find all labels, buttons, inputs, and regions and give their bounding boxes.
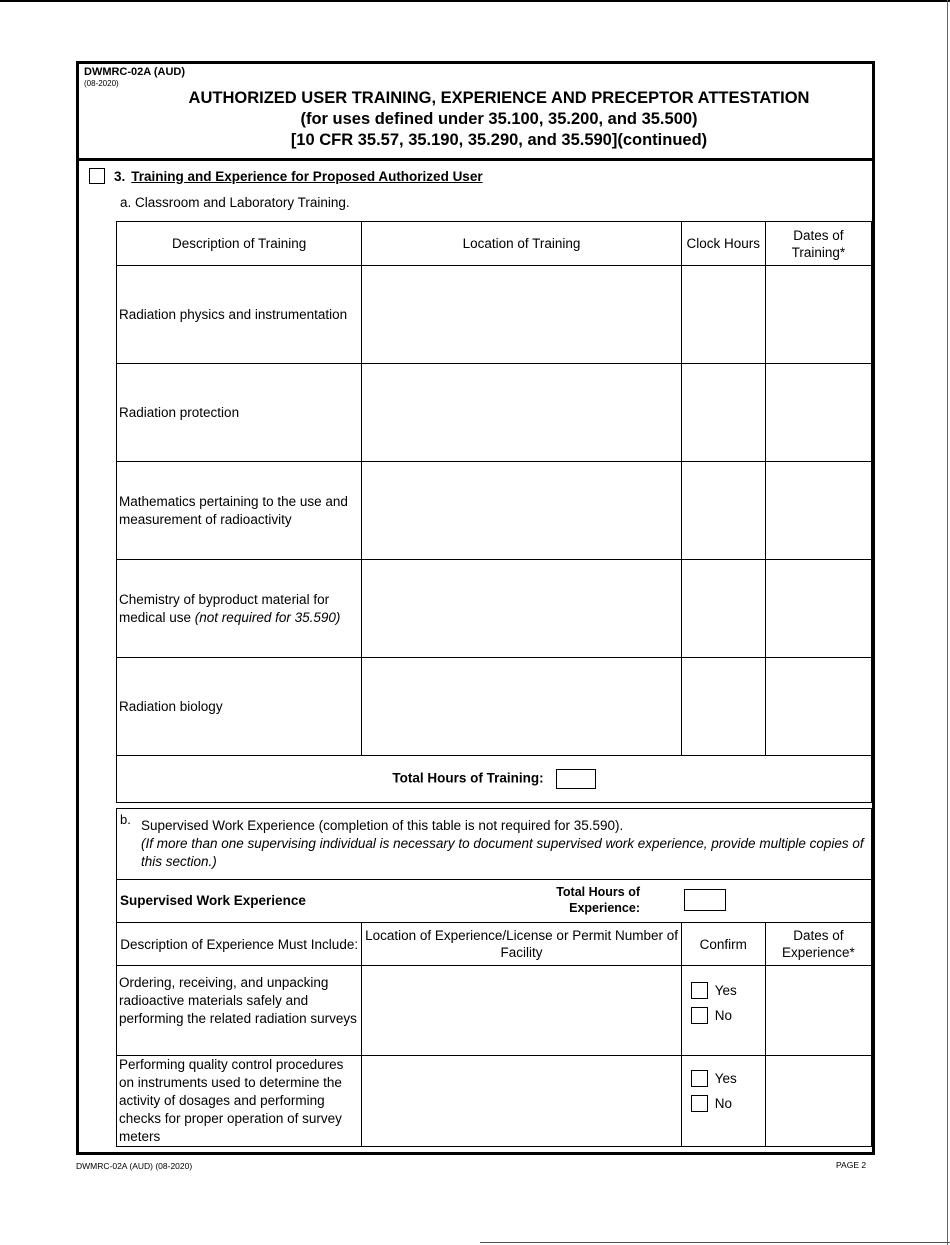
form-id: DWMRC-02A (AUD): [84, 66, 186, 78]
table-row: [117, 266, 872, 364]
training-note: (not required for 35.590): [194, 609, 341, 625]
page-title: [149, 88, 849, 151]
experience-confirm-cell: [681, 966, 765, 1056]
training-location-input[interactable]: [362, 266, 681, 364]
experience-title-wrap: [118, 884, 870, 916]
training-header-row: [117, 222, 872, 266]
title-line-1: AUTHORIZED USER TRAINING, EXPERIENCE AND PRECEPTOR ATTESTATION: [188, 89, 810, 107]
table-row: [117, 560, 872, 658]
training-description: Mathematics pertaining to the use and measurement of radioactivity: [117, 462, 362, 560]
subsection-b-description: Supervised Work Experience (completion of this table is not required for 35.590).: [141, 818, 624, 833]
experience-description: Performing quality control procedures on instruments used to determine the activity of dosages and performing checks for proper operation of survey meters: [117, 1056, 362, 1147]
confirm-no-label: No: [714, 1008, 732, 1023]
col-dates-of-training: Dates of Training*: [765, 222, 871, 266]
experience-title-cell: [117, 878, 872, 923]
training-location-input[interactable]: [362, 560, 681, 658]
confirm-yes-option[interactable]: [691, 982, 764, 999]
training-hours-input[interactable]: [681, 364, 765, 462]
experience-dates-input[interactable]: [765, 1056, 871, 1147]
subsection-b-text: [141, 817, 871, 871]
total-hours-training-label: Total Hours of Training:: [392, 770, 544, 786]
experience-table: [116, 878, 872, 1147]
col-confirm: Confirm: [681, 923, 765, 966]
table-row: [117, 1056, 872, 1147]
confirm-no-label: No: [714, 1096, 732, 1111]
training-dates-input[interactable]: [765, 462, 871, 560]
section-3-heading: [89, 168, 483, 184]
col-dates-of-experience: Dates of Experience*: [765, 923, 871, 966]
confirm-yes-checkbox[interactable]: [691, 982, 708, 999]
total-hours-experience-input[interactable]: [684, 889, 726, 911]
total-hours-experience-label: Total Hours of Experience:: [556, 885, 640, 915]
table-row: [117, 658, 872, 756]
training-location-input[interactable]: [362, 462, 681, 560]
subsection-b-letter: b.: [120, 812, 131, 827]
training-table: [116, 221, 872, 803]
experience-title: Supervised Work Experience: [120, 892, 306, 908]
experience-location-input[interactable]: [362, 1056, 681, 1147]
title-line-3: [10 CFR 35.57, 35.190, 35.290, and 35.590](continued): [290, 131, 708, 149]
section-3-number: 3.: [114, 168, 126, 184]
title-line-2: (for uses defined under 35.100, 35.200, and 35.500): [300, 110, 698, 128]
experience-dates-input[interactable]: [765, 966, 871, 1056]
training-description: Chemistry of byproduct material for medical use (not required for 35.590): [117, 560, 362, 658]
table-row: [117, 462, 872, 560]
confirm-yes-label: Yes: [714, 983, 737, 998]
training-hours-input[interactable]: [681, 462, 765, 560]
form-header: [79, 64, 872, 161]
table-row: [117, 966, 872, 1056]
page-edge-right: [947, 0, 948, 1245]
confirm-no-checkbox[interactable]: [691, 1095, 708, 1112]
training-total-row: [117, 756, 872, 803]
subsection-b-intro: [116, 808, 872, 880]
training-dates-input[interactable]: [765, 560, 871, 658]
page-edge-bottom: [480, 1242, 950, 1243]
col-description-of-experience: Description of Experience Must Include:: [117, 923, 362, 966]
confirm-yes-option[interactable]: [691, 1070, 764, 1087]
section-3-checkbox[interactable]: [89, 168, 105, 184]
training-location-input[interactable]: [362, 658, 681, 756]
col-description-of-training: Description of Training: [117, 222, 362, 266]
subsection-b-note: (If more than one supervising individual is necessary to document supervised work experience, provide multiple copies of this section.): [141, 836, 864, 869]
form-date: (08-2020): [84, 79, 119, 88]
training-description: Radiation biology: [117, 658, 362, 756]
experience-header-row: [117, 923, 872, 966]
footer-form-id: DWMRC-02A (AUD) (08-2020): [76, 1161, 193, 1171]
col-clock-hours: Clock Hours: [681, 222, 765, 266]
col-location-of-training: Location of Training: [362, 222, 681, 266]
col-location-of-experience: Location of Experience/License or Permit Number of Facility: [362, 923, 681, 966]
confirm-no-option[interactable]: [691, 1095, 764, 1112]
confirm-no-checkbox[interactable]: [691, 1007, 708, 1024]
training-hours-input[interactable]: [681, 560, 765, 658]
experience-location-input[interactable]: [362, 966, 681, 1056]
experience-description: Ordering, receiving, and unpacking radioactive materials safely and performing the related radiation surveys: [117, 966, 362, 1056]
form-frame: [76, 61, 875, 1155]
training-hours-input[interactable]: [681, 266, 765, 364]
total-hours-training-input[interactable]: [556, 769, 596, 789]
training-dates-input[interactable]: [765, 364, 871, 462]
subsection-a-label: a. Classroom and Laboratory Training.: [120, 195, 350, 210]
training-description: Radiation physics and instrumentation: [117, 266, 362, 364]
experience-title-row: [117, 878, 872, 923]
training-total-cell: [117, 756, 872, 803]
table-row: [117, 364, 872, 462]
confirm-yes-label: Yes: [714, 1071, 737, 1086]
page-edge-top: [0, 0, 950, 2]
training-dates-input[interactable]: [765, 266, 871, 364]
experience-confirm-cell: [681, 1056, 765, 1147]
training-location-input[interactable]: [362, 364, 681, 462]
confirm-yes-checkbox[interactable]: [691, 1070, 708, 1087]
training-hours-input[interactable]: [681, 658, 765, 756]
training-description: Radiation protection: [117, 364, 362, 462]
section-3-title: Training and Experience for Proposed Authorized User: [131, 168, 483, 184]
footer-page-number: PAGE 2: [836, 1160, 867, 1170]
confirm-no-option[interactable]: [691, 1007, 764, 1024]
training-dates-input[interactable]: [765, 658, 871, 756]
